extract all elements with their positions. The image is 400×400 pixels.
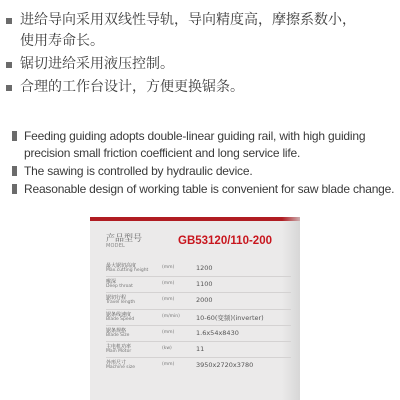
spec-value: 2000: [196, 296, 213, 305]
spec-table: [106, 261, 291, 373]
model-label-en: MODEL: [106, 243, 126, 249]
spec-label-cn: 主电机功率: [106, 343, 132, 350]
feature-text-line: The sawing is controlled by hydraulic device.: [24, 164, 253, 178]
spec-row: [106, 292, 291, 308]
feature-text-cn: [20, 10, 356, 52]
spec-row: [106, 309, 291, 325]
square-bullet-icon: [6, 62, 12, 68]
model-label-cn: 产品型号: [106, 234, 143, 244]
spec-label-cn: 锯条规格: [106, 327, 127, 334]
square-bullet-icon: [6, 18, 12, 24]
spec-card: [90, 217, 300, 400]
feature-text-line: 锯切进给采用液压控制。: [20, 56, 174, 72]
spec-row: [106, 341, 291, 357]
spec-value: 3950x2720x3780: [196, 361, 254, 370]
spec-label-en: Blade Size: [106, 332, 130, 338]
feature-text-en: [24, 163, 252, 180]
feature-text-line: precision small friction coefficient and long service life.: [24, 146, 301, 160]
square-bullet-icon: [12, 166, 17, 176]
feature-list-chinese: [6, 10, 398, 100]
spec-value: 10-60(变频)(inverter): [196, 313, 264, 322]
spec-unit: (mm): [162, 362, 175, 368]
spec-row: [106, 276, 291, 292]
spec-label-en: Blade Speed: [106, 316, 135, 322]
square-bullet-icon: [12, 184, 17, 194]
spec-value: 1200: [196, 264, 213, 272]
spec-label-cn: 喉深: [106, 279, 117, 286]
spec-unit: (kw): [162, 345, 172, 351]
feature-list-english: [12, 128, 397, 199]
model-value: GB53120/110-200: [178, 235, 272, 247]
spec-label-cn: 外形尺寸: [106, 360, 127, 367]
spec-value: 1100: [196, 280, 213, 289]
spec-unit: (mm): [162, 297, 175, 303]
feature-text-line: Feeding guiding adopts double-linear guiding rail, with high guiding: [24, 129, 366, 143]
spec-unit: (mm): [162, 329, 175, 335]
spec-label-en: Machine size: [106, 365, 135, 371]
feature-item-cn: [6, 54, 398, 75]
spec-label-en: Max.cutting height: [106, 268, 149, 273]
spec-label-en: Deep throat: [106, 284, 133, 290]
feature-text-line: 进给导向采用双线性导轨，导向精度高，摩擦系数小，: [20, 12, 356, 28]
feature-item-en: [12, 163, 397, 180]
spec-value: 11: [196, 344, 205, 353]
square-bullet-icon: [6, 85, 12, 91]
spec-label-cn: 锯切行程: [106, 295, 127, 302]
spec-unit: (m/min): [162, 313, 180, 319]
spec-label-en: Main Motor: [106, 348, 132, 354]
spec-row: [106, 357, 291, 373]
model-row: [106, 231, 296, 261]
feature-item-cn: [6, 10, 398, 52]
spec-label-cn: 最大锯切高度: [106, 263, 137, 269]
spec-unit: (mm): [162, 281, 175, 287]
spec-row: [106, 261, 291, 276]
spec-row: [106, 325, 291, 341]
square-bullet-icon: [12, 131, 17, 141]
feature-text-line: Reasonable design of working table is convenient for saw blade change.: [24, 182, 395, 196]
feature-text-cn: [20, 54, 174, 75]
feature-item-cn: [6, 77, 398, 98]
feature-text-line: 使用寿命长。: [20, 33, 104, 49]
feature-text-en: [24, 181, 394, 198]
feature-item-en: [12, 128, 397, 162]
card-accent-bar: [90, 217, 300, 221]
spec-unit: (mm): [162, 265, 175, 270]
spec-label-en: Travel length: [106, 300, 136, 306]
feature-text-line: 合理的工作台设计，方便更换锯条。: [20, 79, 244, 95]
spec-label-cn: 锯条线速度: [106, 311, 132, 318]
spec-value: 1.6x54x8430: [196, 328, 239, 337]
feature-item-en: [12, 181, 397, 198]
feature-text-cn: [20, 77, 244, 98]
feature-text-en: [24, 128, 365, 162]
